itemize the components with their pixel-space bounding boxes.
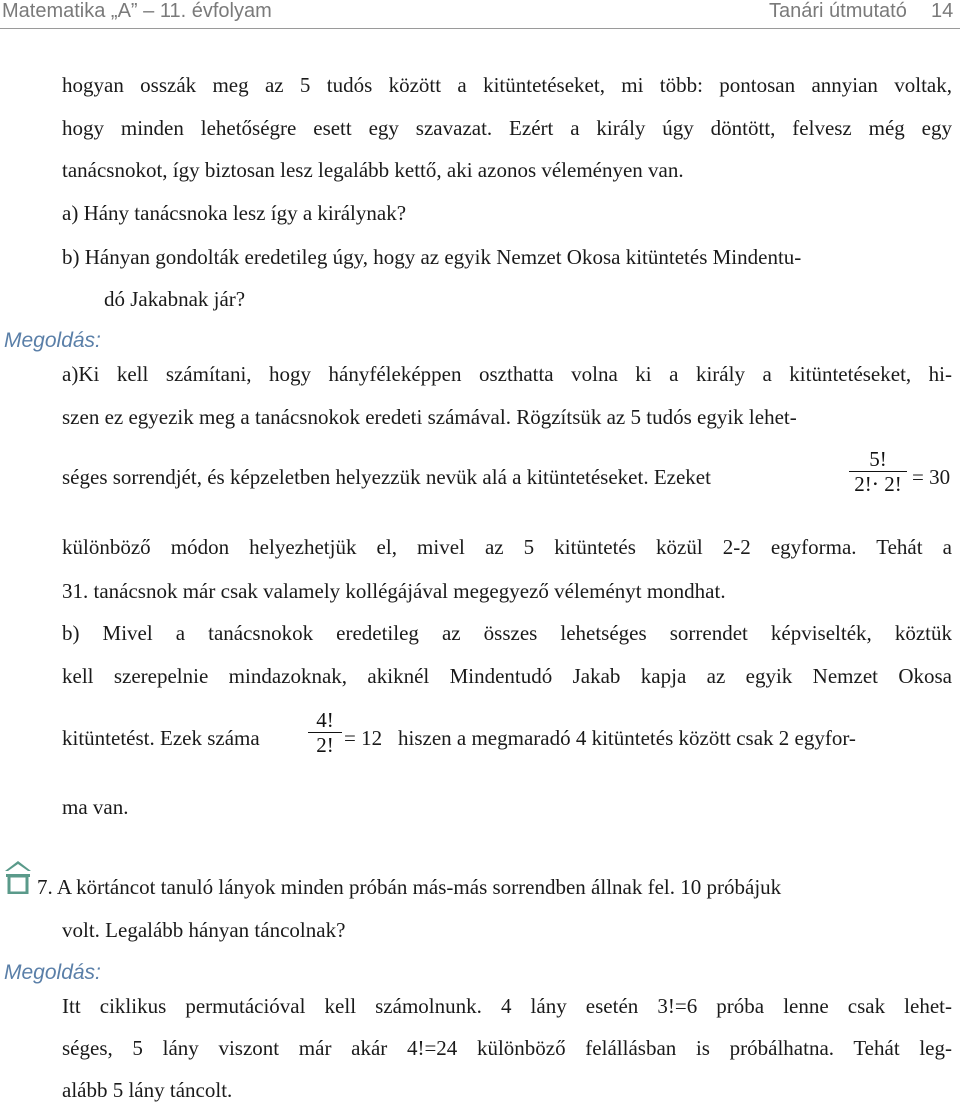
solution-2-line-1: Itt ciklikus permutációval kell számolnunk. 4 lány esetén 3!=6 próba lenne csak lehet-: [62, 994, 952, 1018]
fraction-result: = 12: [344, 726, 383, 750]
page-number: 14: [931, 0, 954, 22]
header-divider: [0, 28, 960, 29]
fraction-4-over-2: [308, 709, 342, 756]
solution-a-line-3: séges sorrendjét, és képzeletben helyezzük nevük alá a kitüntetéseket. Ezeket: [62, 465, 711, 489]
fraction-result: = 30: [912, 465, 951, 489]
fraction-numerator: 4!: [316, 708, 334, 732]
solution-b-line-1: b) Mivel a tanácsnokok eredetileg az összes lehetséges sorrendet képviselték, köztük: [62, 621, 952, 645]
home-icon[interactable]: [4, 860, 32, 894]
intro-line-2: hogy minden lehetőségre esett egy szavazat. Ezért a király úgy döntött, felvesz még egy: [62, 116, 952, 140]
home-icon-graphic: [4, 860, 32, 894]
header-right-title: Tanári útmutató: [769, 0, 907, 22]
fraction-denominator: 2!: [316, 733, 334, 757]
solution-2-line-2: séges, 5 lány viszont már akár 4!=24 különböző felállásban is próbálhatna. Tehát leg-: [62, 1036, 952, 1060]
solution-a-line-1: a)Ki kell számítani, hogy hányféleképpen oszthatta volna ki a király a kitüntetéseket, hi-: [62, 362, 952, 386]
intro-line-3: tanácsnokot, így biztosan lesz legalább kettő, aki azonos véleményen van.: [62, 158, 684, 182]
question-b-line-1: b) Hányan gondolták eredetileg úgy, hogy az egyik Nemzet Okosa kitüntetés Mindentu-: [62, 245, 802, 269]
solution-b-line-3-end: hiszen a megmaradó 4 kitüntetés között csak 2 egyfor-: [398, 726, 856, 750]
solution-b-line-4: ma van.: [62, 795, 129, 819]
task-7-line-1: 7. A körtáncot tanuló lányok minden próbán más-más sorrendben állnak fel. 10 próbájuk: [37, 875, 782, 899]
intro-line-1: hogyan osszák meg az 5 tudós között a kitüntetéseket, mi több: pontosan annyian voltak,: [62, 73, 952, 97]
solution-label: Megoldás:: [4, 329, 101, 352]
solution-label-2: Megoldás:: [4, 961, 101, 984]
question-a: a) Hány tanácsnoka lesz így a királynak?: [62, 201, 407, 225]
task-7-line-2: volt. Legalább hányan táncolnak?: [62, 918, 346, 942]
solution-b-line-3-start: kitüntetést. Ezek száma: [62, 726, 260, 750]
solution-a-line-4: különböző módon helyezhetjük el, mivel az 5 kitüntetés közül 2-2 egyforma. Tehát a: [62, 535, 952, 559]
fraction-denominator: 2!⋅ 2!: [854, 472, 902, 496]
question-b-line-2: dó Jakabnak jár?: [104, 287, 246, 311]
solution-a-line-2: szen ez egyezik meg a tanácsnokok eredeti számával. Rögzítsük az 5 tudós egyik lehet-: [62, 405, 797, 429]
header-left: Matematika „A” – 11. évfolyam: [2, 0, 272, 22]
fraction-5-over-2-2: [849, 448, 907, 495]
fraction-numerator: 5!: [869, 447, 887, 471]
solution-2-line-3: alább 5 lány táncolt.: [62, 1078, 233, 1102]
solution-b-line-2: kell szerepelnie mindazoknak, akiknél Mindentudó Jakab kapja az egyik Nemzet Okosa: [62, 664, 952, 688]
solution-a-line-5: 31. tanácsnok már csak valamely kollégájával megegyező véleményt mondhat.: [62, 579, 726, 603]
